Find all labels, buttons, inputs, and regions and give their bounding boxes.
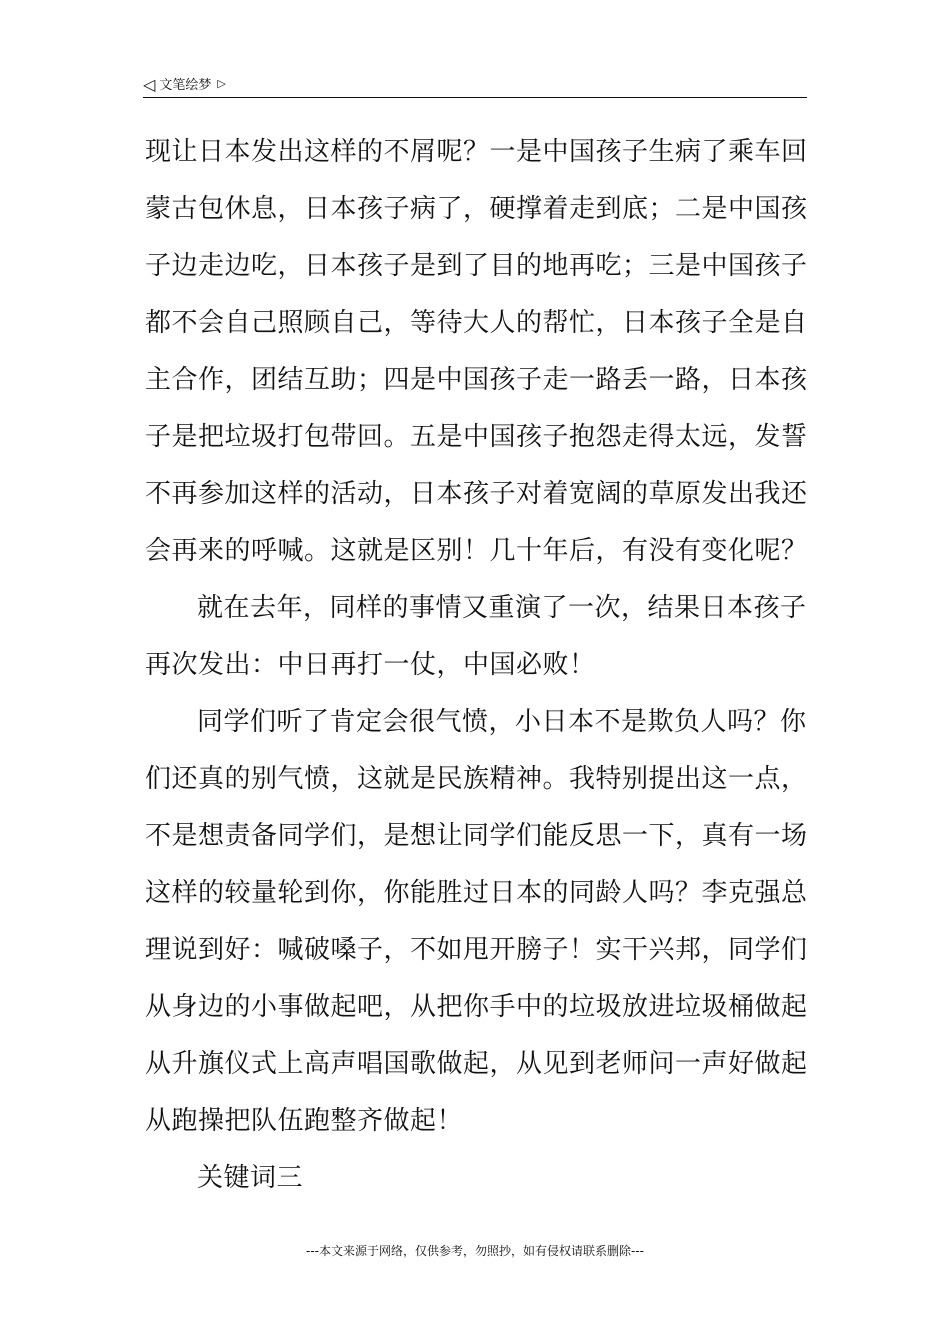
left-triangle-icon: ◁ [143,75,156,94]
text-line: 们还真的别气愤，这就是民族精神。我特别提出这一点， [145,764,808,794]
right-triangle-icon: ▷ [217,77,226,90]
paragraph-2 [145,580,809,694]
text-line: 现让日本发出这样的不屑呢？一是中国孩子生病了乘车回 [145,137,808,167]
paragraph-3 [145,694,809,1150]
text-line: 从升旗仪式上高声唱国歌做起，从见到老师问一声好做起 [145,1049,808,1079]
text-line: 不再参加这样的活动，日本孩子对着宽阔的草原发出我还 [145,479,808,509]
heading-text: 关键词三 [197,1163,304,1193]
header-brand [143,74,226,96]
text-line: 都不会自己照顾自己，等待大人的帮忙，日本孩子全是自 [145,308,808,338]
text-line: 会再来的呼喊。这就是区别！几十年后，有没有变化呢？ [145,536,808,566]
text-line: 理说到好：喊破嗓子，不如甩开膀子！实干兴邦，同学们 [145,935,808,965]
document-body [145,124,809,1207]
text-line: 蒙古包休息，日本孩子病了，硬撑着走到底；二是中国孩 [145,194,808,224]
text-line: 不是想责备同学们，是想让同学们能反思一下，真有一场 [145,821,808,851]
footer-notice: ---本文来源于网络，仅供参考，勿照抄，如有侵权请联系删除--- [306,1244,644,1258]
text-line: 就在去年，同样的事情又重演了一次，结果日本孩子 [197,593,807,623]
text-line: 子边走边吃，日本孩子是到了目的地再吃；三是中国孩子 [145,251,808,281]
header-divider [143,97,807,98]
section-heading [145,1150,809,1207]
header-brand-text: 文笔绘梦 [159,78,212,93]
paragraph-1 [145,124,809,580]
page-header [143,72,807,98]
text-line: 主合作，团结互助；四是中国孩子走一路丢一路，日本孩 [145,365,808,395]
text-line: 这样的较量轮到你，你能胜过日本的同龄人吗？李克强总 [145,878,808,908]
text-line: 再次发出：中日再打一仗，中国必败！ [145,650,596,680]
text-line: 同学们听了肯定会很气愤，小日本不是欺负人吗？你 [197,707,807,737]
text-line: 从跑操把队伍跑整齐做起！ [145,1106,464,1136]
text-line: 从身边的小事做起吧，从把你手中的垃圾放进垃圾桶做起 [145,992,808,1022]
text-line: 子是把垃圾打包带回。五是中国孩子抱怨走得太远，发誓 [145,422,808,452]
